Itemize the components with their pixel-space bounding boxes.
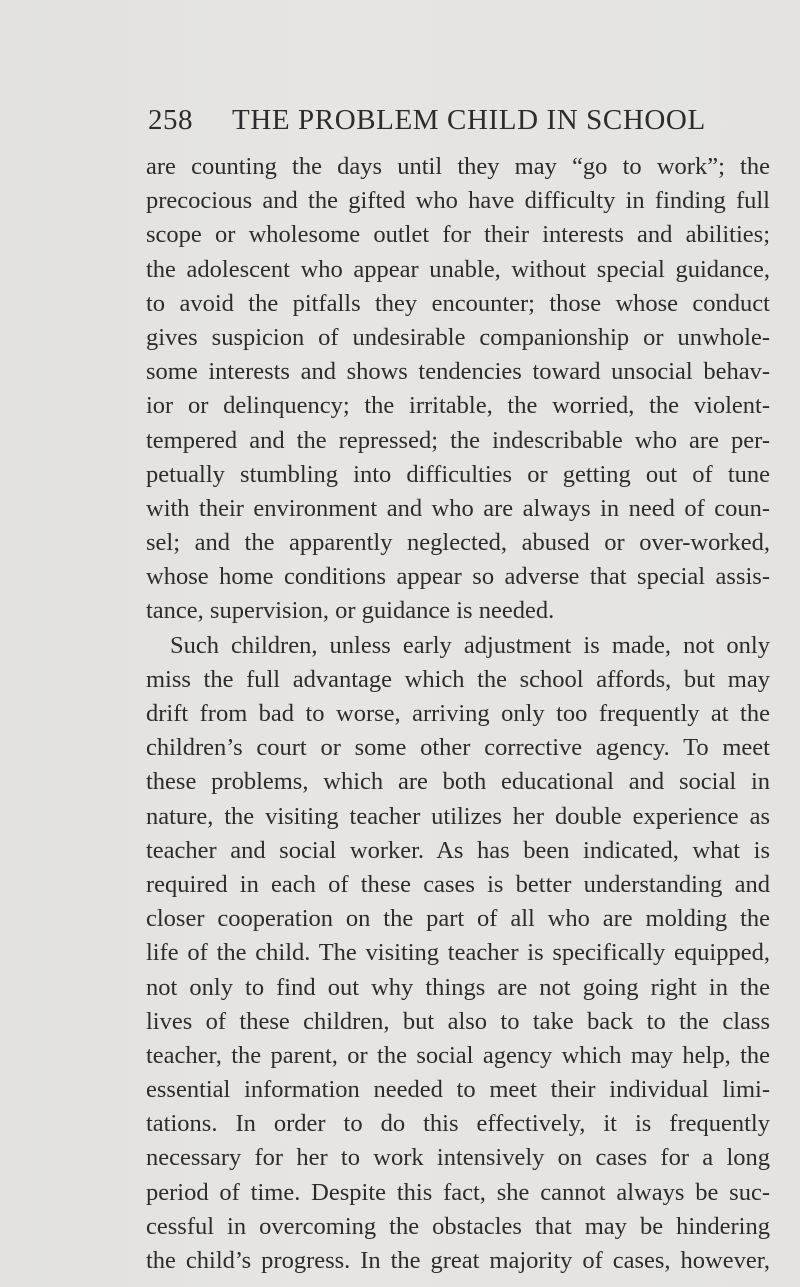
text-line: to avoid the pitfalls they encounter; those whose conduct: [146, 289, 770, 317]
page-number: 258: [148, 104, 193, 136]
text-line: nature, the visiting teacher utilizes her double experience as: [146, 802, 770, 830]
text-line: period of time. Despite this fact, she cannot always be suc-: [146, 1178, 770, 1206]
text-line: gives suspicion of undesirable companionship or unwhole-: [146, 323, 770, 351]
text-line: necessary for her to work intensively on cases for a long: [146, 1144, 770, 1172]
text-line: sel; and the apparently neglected, abused or over-worked,: [146, 529, 770, 557]
text-line: life of the child. The visiting teacher is specifically equipped,: [146, 939, 770, 967]
text-line: precocious and the gifted who have difficulty in finding full: [146, 187, 770, 215]
text-line: scope or wholesome outlet for their interests and abilities;: [146, 221, 770, 249]
text-line: these problems, which are both educational and social in: [146, 768, 770, 796]
paragraph-end-line: tance, supervision, or guidance is needed.: [146, 597, 555, 625]
text-line: closer cooperation on the part of all who are molding the: [146, 905, 770, 933]
text-line: ior or delinquency; the irritable, the worried, the violent-: [146, 392, 770, 420]
text-line: are counting the days until they may “go to work”; the: [146, 153, 770, 180]
text-line: tations. In order to do this effectively, it is frequently: [146, 1110, 770, 1138]
text-line: lives of these children, but also to take back to the class: [146, 1007, 770, 1035]
text-line: not only to find out why things are not going right in the: [146, 973, 770, 1001]
text-line: miss the full advantage which the school affords, but may: [146, 665, 770, 693]
text-line: cessful in overcoming the obstacles that may be hindering: [146, 1212, 770, 1240]
body-text: [146, 150, 770, 1278]
text-line: whose home conditions appear so adverse that special assis-: [146, 563, 770, 591]
text-line: some interests and shows tendencies toward unsocial behav-: [146, 358, 770, 386]
text-line: drift from bad to worse, arriving only too frequently at the: [146, 700, 770, 727]
paragraph-start-line: Such children, unless early adjustment is made, not only: [170, 631, 770, 659]
page-header: [148, 104, 708, 144]
text-line: essential information needed to meet their individual limi-: [146, 1076, 770, 1104]
text-line: children’s court or some other corrective agency. To meet: [146, 734, 770, 762]
text-line: the child’s progress. In the great majority of cases, however,: [146, 1247, 770, 1274]
text-line: teacher and social worker. As has been indicated, what is: [146, 836, 770, 864]
text-line: tempered and the repressed; the indescribable who are per-: [146, 426, 770, 454]
text-line: teacher, the parent, or the social agency which may help, the: [146, 1041, 770, 1069]
text-line: required in each of these cases is better understanding and: [146, 870, 770, 898]
running-head: THE PROBLEM CHILD IN SCHOOL: [232, 104, 706, 136]
text-line: petually stumbling into difficulties or getting out of tune: [146, 460, 770, 488]
text-line: the adolescent who appear unable, without special guidance,: [146, 255, 770, 283]
text-line: with their environment and who are always in need of coun-: [146, 494, 770, 522]
